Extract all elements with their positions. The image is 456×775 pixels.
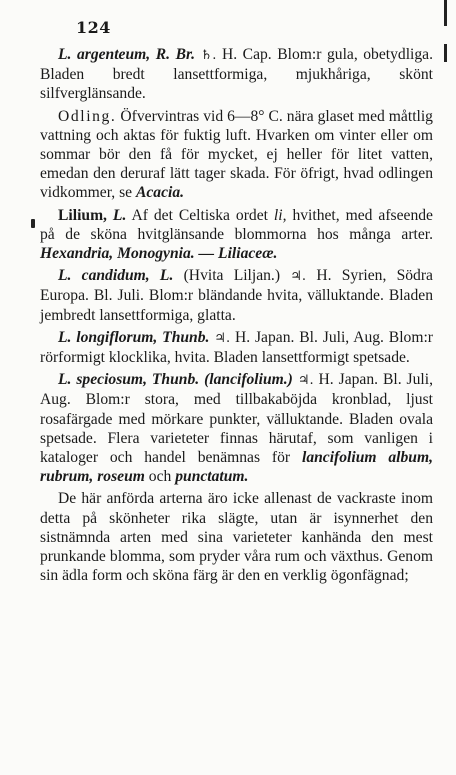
margin-dot [31,219,35,228]
variety-name: lancifolium album, [301,449,433,467]
entry-candidum [40,266,433,325]
species-name: L. candidum, L. [58,267,174,285]
cultivation-text: Öfvervintras vid 6—8° C. nära glaset med måttlig vattning och aktas för fuktig luft. Hvarken om vinter eller om sommar bör den få för mycket, ej heller för litet vatten, emedan den deruraf lätt tager skada. För öfrigt, hvad odlingen vidkommer, se [40,107,433,202]
closing-paragraph [40,489,433,585]
entry-argenteum [40,45,433,104]
perennial-symbol: ♃. [214,330,231,346]
classification: Hexandria, Monogynia. — Liliaceæ. [40,245,278,263]
cross-reference: Acacia. [135,184,185,202]
page-edge-mark [444,44,447,62]
etymology-text-cont: hvithet, med afseende på de sköna hvitglänsande blommorna hos många arter. [40,206,433,243]
perennial-symbol: ♃. [297,373,314,389]
closing-text: De här anförda arterna äro icke allenast de vackraste inom detta på skönheter rika slägte, utan är isynnerhet den sistnämnda arten med sina varieteter kanhända den mest prunkande blomma, som pryder våra rum och växthus. Genom sin ädla form och sköna färg är den en verklig ögonfägnad; [40,490,433,585]
celtic-word: li, [273,206,287,224]
genus-author: L. [112,206,127,224]
perennial-symbol: ♄. [200,48,217,63]
entry-text: H. Cap. Blom:r gula, obetydliga. Bladen bredt lansettformiga, mjukhåriga, skönt silfverglänsande. [40,46,433,103]
author-name: R. Br. [155,46,196,63]
entry-text: H. Syrien, Södra Europa. Bl. Juli. Blom:r bländande hvita, välluktande. Bladen jembredt lansettformiga, glatta. [40,267,433,324]
genus-lilium [40,206,433,264]
variety-name: rubrum, [40,468,94,486]
variety-name: roseum [97,468,145,486]
entry-speciosum [40,370,433,486]
species-name: L. argenteum, [58,46,151,63]
page-edge-mark [444,0,447,26]
etymology-text: Af det Celtiska ordet [131,206,268,224]
species-name: L. speciosum, Thunb. (lancifolium.) [58,371,293,389]
entry-text: H. Japan. Bl. Juli, Aug. Blom:r stora, med tillbakaböjda kronblad, ljust rosafärgade med mörkare punkter, välluktande. Bladen ovala spetsade. Flera varieteter finnas härutaf, som vanligen i kataloger och handel benämnas för [40,371,433,467]
genus-name: Lilium, [58,206,107,224]
entry-longiflorum [40,328,433,367]
conjunction: och [148,468,172,486]
species-name: L. longiflorum, Thunb. [58,328,210,346]
page-number: 124 [76,18,111,37]
common-name: (Hvita Liljan.) [183,267,281,285]
perennial-symbol: ♃. [290,269,307,285]
cultivation-paragraph [40,107,433,203]
entry-text: H. Japan. Bl. Juli, Aug. Blom:r rörformigt klocklika, hvita. Bladen lansettformigt spetsade. [40,328,433,367]
body-text [40,45,433,585]
cultivation-heading: Odling. [58,107,117,125]
variety-name: punctatum. [175,468,249,486]
